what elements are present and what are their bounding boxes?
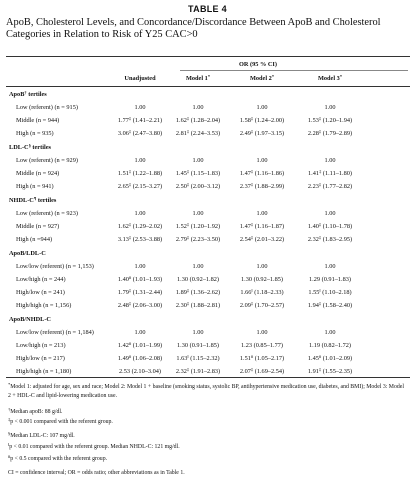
table-cell: 1.00	[324, 328, 336, 336]
table-cell: 3.06‡ (2.47–3.80)	[117, 128, 163, 137]
table-cell: 1.40‡ (1.10–1.78)	[307, 221, 353, 230]
table-cell: 1.42# (1.01–1.99)	[117, 340, 163, 349]
row-label: Low (referent) (n = 915)	[16, 103, 78, 111]
or-ci-header: OR (95 % CI)	[239, 61, 277, 68]
table-cell: 1.62‡ (1.28–2.04)	[175, 115, 221, 124]
table-cell: 1.00	[192, 262, 204, 270]
table-cell: 1.55‖ (1.10–2.18)	[308, 287, 352, 296]
table-cell: 1.29 (0.91–1.83)	[309, 275, 351, 283]
table-cell: 2.28‡ (1.79–2.89)	[307, 128, 353, 137]
table-cell: 1.00	[256, 103, 268, 111]
table-cell: 1.00	[256, 328, 268, 336]
table-cell: 1.89‡ (1.36–2.62)	[175, 287, 221, 296]
table-cell: 1.40# (1.01–1.93)	[117, 274, 163, 283]
table-cell: 1.41‡ (1.11–1.80)	[307, 168, 353, 177]
table-cell: 2.32‡ (1.83–2.95)	[307, 234, 353, 243]
table-cell: 1.47‡ (1.16–1.86)	[239, 168, 285, 177]
top-rule	[6, 56, 410, 57]
row-label: Low/low (referent) (n = 1,153)	[16, 262, 94, 270]
table-cell: 1.00	[324, 262, 336, 270]
footnote: ‡p < 0.001 compared with the referent group.	[8, 417, 113, 425]
row-label: High (n = 935)	[16, 129, 54, 137]
table-cell: 2.32‡ (1.91–2.83)	[175, 366, 221, 375]
table-cell: 1.51‡ (1.22–1.88)	[117, 168, 163, 177]
bottom-rule	[6, 377, 410, 378]
table-cell: 1.00	[256, 156, 268, 164]
table-cell: 2.54‡ (2.01–3.22)	[239, 234, 285, 243]
section-title: ApoB/NHDL-C	[9, 315, 51, 323]
table-cell: 2.65‡ (2.15–3.27)	[117, 181, 163, 190]
table-cell: 2.53 (2.10–3.04)	[119, 367, 161, 375]
table-cell: 1.00	[256, 262, 268, 270]
or-ci-underline	[180, 70, 408, 71]
table-cell: 1.00	[134, 209, 146, 217]
table-cell: 1.00	[192, 156, 204, 164]
table-cell: 2.07‡ (1.69–2.54)	[239, 366, 285, 375]
table-cell: 2.49‡ (1.97–3.15)	[239, 128, 285, 137]
table-cell: 1.66‖ (1.18–2.33)	[240, 287, 284, 296]
table-title: ApoB, Cholesterol Levels, and Concordance/Discordance Between ApoB and Cholesterol Categories in Relation to Risk of Y25 CAC>0	[6, 17, 381, 40]
table-cell: 1.00	[192, 209, 204, 217]
table-cell: 2.30‡ (1.88–2.81)	[175, 300, 221, 309]
row-label: Middle (n = 944)	[16, 116, 60, 124]
table-cell: 1.63‖ (1.15–2.32)	[176, 353, 220, 362]
table-cell: 1.53‡ (1.20–1.94)	[307, 115, 353, 124]
row-label: Middle (n = 924)	[16, 169, 60, 177]
table-cell: 1.00	[324, 156, 336, 164]
table-cell: 1.30 (0.92–1.82)	[177, 275, 219, 283]
table-cell: 2.50‡ (2.00–3.12)	[175, 181, 221, 190]
table-cell: 1.00	[134, 103, 146, 111]
table-cell: 1.58‡ (1.24–2.00)	[239, 115, 285, 124]
table-cell: 1.00	[134, 156, 146, 164]
row-label: Low/low (referent) (n = 1,184)	[16, 328, 94, 336]
section-title: ApoB† tertiles	[9, 89, 47, 98]
table-cell: 1.94‡ (1.58–2.40)	[307, 300, 353, 309]
footnote: ‖p < 0.01 compared with the referent group. Median NHDL-C: 121 mg/dl.	[8, 442, 180, 450]
table-cell: 2.37‡ (1.88–2.99)	[239, 181, 285, 190]
table-cell: 1.00	[134, 328, 146, 336]
table-cell: 1.23 (0.85–1.77)	[241, 341, 283, 349]
table-label: TABLE 4	[188, 4, 227, 14]
table-cell: 1.49# (1.06–2.08)	[117, 353, 163, 362]
table-cell: 1.79‡ (1.31–2.44)	[117, 287, 163, 296]
table-cell: 1.52‡ (1.20–1.92)	[175, 221, 221, 230]
row-label: Low/high (n = 244)	[16, 275, 66, 283]
row-label: Low (referent) (n = 929)	[16, 156, 78, 164]
column-header-model-1: Model 1*	[185, 74, 211, 82]
table-cell: 1.00	[324, 103, 336, 111]
table-cell: 1.00	[256, 209, 268, 217]
row-label: High/low (n = 217)	[16, 354, 65, 362]
table-cell: 1.00	[324, 209, 336, 217]
column-header-model-2: Model 2*	[249, 74, 275, 82]
header-rule	[6, 86, 410, 87]
row-label: High/high (n = 1,156)	[16, 301, 72, 309]
table-cell: 1.00	[134, 262, 146, 270]
table-cell: 1.30 (0.91–1.85)	[177, 341, 219, 349]
column-header-model-3: Model 3*	[317, 74, 343, 82]
table-cell: 1.77‡ (1.41–2.21)	[117, 115, 163, 124]
section-title: NHDL-C¶ tertiles	[9, 195, 57, 204]
table-cell: 1.91‡ (1.55–2.35)	[307, 366, 353, 375]
table-cell: 1.30 (0.92–1.85)	[241, 275, 283, 283]
section-title: ApoB/LDL-C	[9, 249, 46, 257]
row-label: Middle (n = 927)	[16, 222, 60, 230]
table-cell: 1.19 (0.82–1.72)	[309, 341, 351, 349]
footnote: §Median LDL-C: 107 mg/dl.	[8, 431, 75, 439]
section-title: LDL-C§ tertiles	[9, 142, 51, 151]
table-cell: 3.13‡ (2.53–3.88)	[117, 234, 163, 243]
table-cell: 2.81‡ (2.24–3.53)	[175, 128, 221, 137]
row-label: High/high (n = 1,180)	[16, 367, 72, 375]
row-label: Low (referent) (n = 923)	[16, 209, 78, 217]
table-cell: 2.23‡ (1.77–2.82)	[307, 181, 353, 190]
table-cell: 1.45‡ (1.15–1.83)	[175, 168, 221, 177]
table-cell: 2.79‡ (2.23–3.50)	[175, 234, 221, 243]
table-cell: 1.45# (1.01–2.09)	[307, 353, 353, 362]
column-header-unadjusted: Unadjusted	[124, 75, 156, 82]
table-cell: 1.47‡ (1.16–1.87)	[239, 221, 285, 230]
table-cell: 1.62‡ (1.29–2.02)	[117, 221, 163, 230]
footnote: #p < 0.5 compared with the referent group.	[8, 454, 108, 462]
footnote: CI = confidence interval; OR = odds ratio; other abbreviations as in Table 1.	[8, 470, 185, 476]
table-cell: 1.00	[192, 328, 204, 336]
row-label: Low/high (n = 213)	[16, 341, 66, 349]
table-cell: 1.00	[192, 103, 204, 111]
table-cell: 2.09‡ (1.70–2.57)	[239, 300, 285, 309]
table-cell: 2.48‡ (2.06–3.00)	[117, 300, 163, 309]
footnote: *Model 1: adjusted for age, sex and race; Model 2: Model 1 + baseline (smoking status, systolic BP, antihypertensive medication use, diabetes, and BMI); Model 3: Model 2 + HDL-C and lipid-lowering medication use.	[8, 382, 404, 399]
table-cell: 1.51# (1.05–2.17)	[239, 353, 285, 362]
footnote: †Median apoB: 88 g/dl.	[8, 407, 63, 415]
row-label: High/low (n = 241)	[16, 288, 65, 296]
row-label: High (n =944)	[16, 235, 53, 243]
row-label: High (n = 941)	[16, 182, 54, 190]
